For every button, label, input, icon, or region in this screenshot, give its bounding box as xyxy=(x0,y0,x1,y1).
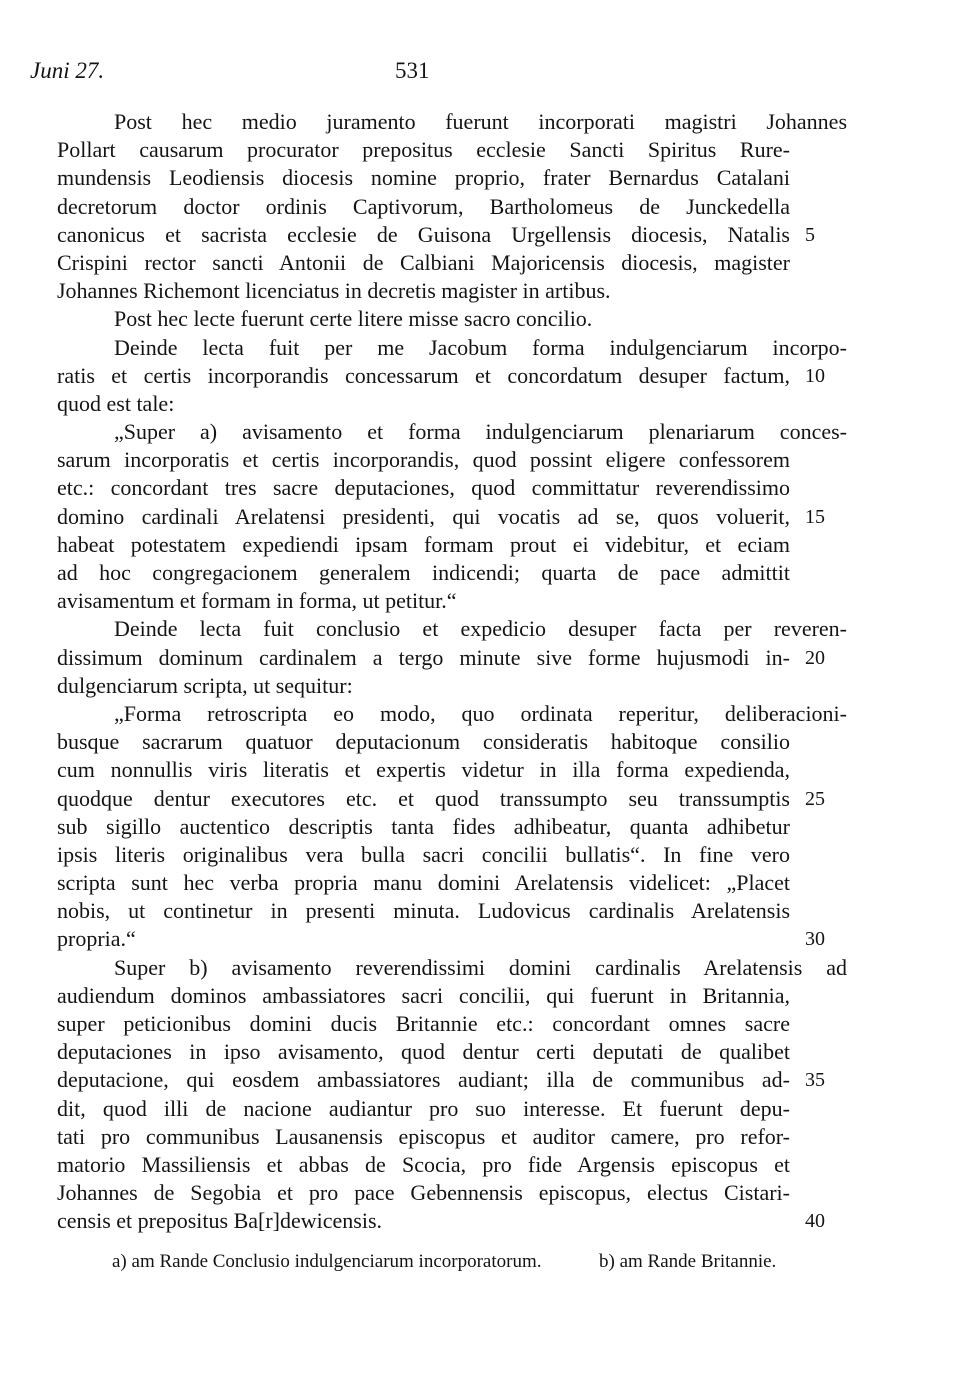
line-text: „Super a) avisamento et forma indulgenciarum plenariarum conces- xyxy=(114,419,847,445)
line-text: etc.: concordant tres sacre deputaciones, quod committatur reverendissimo xyxy=(57,475,790,501)
text-line xyxy=(57,897,792,925)
line-text: deputacione, qui eosdem ambassiatores audiant; illa de communibus ad- xyxy=(57,1067,790,1093)
line-text: Crispini rector sancti Antonii de Calbiani Majoricensis diocesis, magister xyxy=(57,249,790,275)
text-line xyxy=(57,193,792,221)
text-line xyxy=(57,503,825,531)
text-line xyxy=(57,1066,825,1094)
text-line xyxy=(57,446,792,474)
line-text: cum nonnullis viris literatis et expertis videtur in illa forma expedienda, xyxy=(57,757,790,783)
line-text: Post hec lecte fuerunt certe litere misse sacro concilio. xyxy=(114,306,593,332)
line-number: 35 xyxy=(805,1069,825,1092)
text-line xyxy=(57,728,792,756)
line-text: dit, quod illi de nacione audiantur pro suo interesse. Et fuerunt depu- xyxy=(57,1095,790,1121)
line-text: busque sacrarum quatuor deputacionum consideratis habitoque consilio xyxy=(57,729,790,755)
text-line xyxy=(57,700,847,728)
text-line xyxy=(57,1179,792,1207)
footnotes xyxy=(112,1251,792,1273)
line-text: Johannes de Segobia et pro pace Gebennensis episcopus, electus Cistari- xyxy=(57,1180,790,1206)
text-line xyxy=(57,108,847,136)
line-text: ipsis literis originalibus vera bulla sacri concilii bullatis“. In fine vero xyxy=(57,841,790,867)
text-line xyxy=(57,277,792,305)
line-text: sub sigillo auctentico descriptis tanta fides adhibeatur, quanta adhibetur xyxy=(57,813,790,839)
line-number: 20 xyxy=(805,646,825,669)
line-text: tati pro communibus Lausanensis episcopus et auditor camere, pro refor- xyxy=(57,1123,790,1149)
line-text: ratis et certis incorporandis concessarum et concordatum desuper factum, xyxy=(57,362,790,388)
text-line xyxy=(57,982,792,1010)
text-line xyxy=(57,841,792,869)
line-text: domino cardinali Arelatensi presidenti, qui vocatis ad se, quos voluerit, xyxy=(57,503,790,529)
text-line xyxy=(57,756,792,784)
line-text: censis et prepositus Ba[r]dewicensis. xyxy=(57,1208,383,1234)
footnote-a: a) am Rande Conclusio indulgenciarum incorporatorum. xyxy=(112,1251,542,1272)
line-text: quod est tale: xyxy=(57,390,175,416)
text-line xyxy=(57,813,792,841)
line-text: canonicus et sacrista ecclesie de Guisona Urgellensis diocesis, Natalis xyxy=(57,221,790,247)
text-line xyxy=(57,785,825,813)
text-line xyxy=(57,418,847,446)
line-text: propria.“ xyxy=(57,926,136,952)
line-text: quodque dentur executores etc. et quod transsumpto seu transsumptis xyxy=(57,785,790,811)
text-line xyxy=(57,954,847,982)
footnote-b: b) am Rande Britannie. xyxy=(599,1251,777,1272)
page-number: 531 xyxy=(395,58,430,83)
line-number: 30 xyxy=(805,928,825,951)
line-text: dulgenciarum scripta, ut sequitur: xyxy=(57,672,353,698)
text-line xyxy=(57,390,792,418)
text-line xyxy=(57,615,847,643)
line-text: habeat potestatem expediendi ipsam formam prout ei videbitur, et eciam xyxy=(57,531,790,557)
line-text: avisamentum et formam in forma, ut petitur.“ xyxy=(57,588,457,614)
line-text: mundensis Leodiensis diocesis nomine proprio, frater Bernardus Catalani xyxy=(57,165,790,191)
text-line xyxy=(57,305,792,333)
text-line xyxy=(57,362,825,390)
line-text: Post hec medio juramento fuerunt incorporati magistri Johannes xyxy=(114,109,847,134)
text-line xyxy=(57,644,825,672)
line-text: dissimum dominum cardinalem a tergo minute sive forme hujusmodi in- xyxy=(57,644,790,670)
text-line xyxy=(57,672,792,700)
text-line xyxy=(57,925,825,953)
text-line xyxy=(57,164,792,192)
line-text: deputaciones in ipso avisamento, quod dentur certi deputati de qualibet xyxy=(57,1039,790,1065)
text-line xyxy=(57,249,792,277)
text-line xyxy=(57,334,847,362)
text-line xyxy=(57,1010,792,1038)
line-text: scripta sunt hec verba propria manu domini Arelatensis videlicet: „Placet xyxy=(57,870,790,896)
line-number: 15 xyxy=(805,505,825,528)
line-number: 10 xyxy=(805,364,825,387)
text-line xyxy=(57,1038,792,1066)
text-line xyxy=(57,1151,792,1179)
text-line xyxy=(57,1095,792,1123)
line-text: nobis, ut continetur in presenti minuta. Ludovicus cardinalis Arelatensis xyxy=(57,898,790,924)
line-text: Johannes Richemont licenciatus in decretis magister in artibus. xyxy=(57,278,611,304)
text-line xyxy=(57,136,792,164)
line-number: 5 xyxy=(805,223,815,246)
text-line xyxy=(57,559,792,587)
line-text: sarum incorporatis et certis incorporandis, quod possint eligere confessorem xyxy=(57,447,790,473)
text-line xyxy=(57,587,792,615)
running-head-date: Juni 27. xyxy=(30,58,105,83)
line-number: 25 xyxy=(805,787,825,810)
line-text: super peticionibus domini ducis Britannie etc.: concordant omnes sacre xyxy=(57,1011,790,1036)
text-line xyxy=(57,531,792,559)
text-line xyxy=(57,221,815,249)
line-text: „Forma retroscripta eo modo, quo ordinata reperitur, deliberacioni- xyxy=(114,700,847,726)
line-text: Super b) avisamento reverendissimi domini cardinalis Arelatensis ad xyxy=(114,954,847,980)
line-text: Pollart causarum procurator prepositus ecclesie Sancti Spiritus Rure- xyxy=(57,137,790,163)
line-text: Deinde lecta fuit conclusio et expedicio desuper facta per reveren- xyxy=(114,616,847,642)
line-text: matorio Massiliensis et abbas de Scocia, pro fide Argensis episcopus et xyxy=(57,1151,790,1177)
line-text: audiendum dominos ambassiatores sacri concilii, qui fuerunt in Britannia, xyxy=(57,982,790,1008)
text-line xyxy=(57,869,792,897)
line-text: decretorum doctor ordinis Captivorum, Bartholomeus de Junckedella xyxy=(57,193,790,219)
line-text: Deinde lecta fuit per me Jacobum forma indulgenciarum incorpo- xyxy=(114,334,847,360)
text-line xyxy=(57,1123,792,1151)
text-line xyxy=(57,474,792,502)
line-text: ad hoc congregacionem generalem indicendi; quarta de pace admittit xyxy=(57,560,790,585)
line-number: 40 xyxy=(805,1210,825,1233)
body-text xyxy=(57,108,847,1236)
text-line xyxy=(57,1207,825,1235)
